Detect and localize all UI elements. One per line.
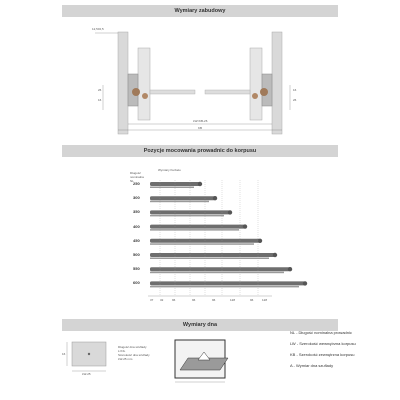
board-marker-icon <box>88 353 90 355</box>
bottom-note: Długość dna szuflady <box>118 345 147 349</box>
mount-dim-label: 37 <box>150 298 154 302</box>
nominal-length-label: 550 <box>133 266 140 272</box>
length-header: Długość <box>130 171 141 175</box>
section-title-bottom: Wymiary dna <box>62 319 338 331</box>
board-thickness-label: 16 <box>62 352 66 356</box>
dim-label: 16 <box>293 88 297 92</box>
nominal-length-label: 400 <box>133 223 140 229</box>
board-width-label: LW-25 <box>82 372 91 376</box>
bottom-note: LW-25 mm <box>118 357 133 361</box>
dim-label: 26 <box>293 98 297 102</box>
bottom-note: Szerokość dna szuflady <box>118 353 150 357</box>
legend-item: LW - Szerokość wewnętrzna korpusu <box>290 341 356 346</box>
mount-dim-label: 128 <box>262 298 268 302</box>
length-header: NL <box>130 179 134 183</box>
top-note: Wymiary Kurbelo <box>158 168 181 172</box>
mount-dim-label: 96 <box>172 298 176 302</box>
mount-dim-label: 32 <box>160 298 164 302</box>
lw-label: LW=KB-26 <box>193 119 208 123</box>
nominal-length-label: 500 <box>133 252 140 257</box>
mount-dim-label: 96 <box>192 298 196 302</box>
length-header: nominalna <box>130 175 144 179</box>
nominal-length-label: 250 <box>133 181 140 186</box>
nominal-length-label: 300 <box>133 195 140 201</box>
mount-dim-label: 96 <box>250 298 254 302</box>
dim-label: 26 <box>98 88 102 92</box>
nominal-length-label: 350 <box>133 209 140 215</box>
kb-label: KB <box>198 126 203 130</box>
nominal-length-label: 450 <box>133 237 140 243</box>
section-title-installation: Wymiary zabudowy <box>62 5 338 17</box>
dim-label: 16 <box>98 98 102 102</box>
mount-dim-label: 96 <box>212 298 216 302</box>
nominal-length-label: 600 <box>133 280 140 286</box>
section-title-mounting: Pozycje mocowania prowadnic do korpusu <box>62 145 338 157</box>
mount-dim-label: 128 <box>230 298 236 302</box>
legend-item: NL - Długość nominalna prowadnic <box>290 330 352 335</box>
legend-item: A - Wymiar dna szuflady <box>290 363 334 368</box>
dim-label: 12,5±0,5 <box>92 27 104 31</box>
bottom-note: L=NL <box>118 349 126 353</box>
legend-item: KB - Szerokość zewnętrzna korpusu <box>290 352 355 357</box>
